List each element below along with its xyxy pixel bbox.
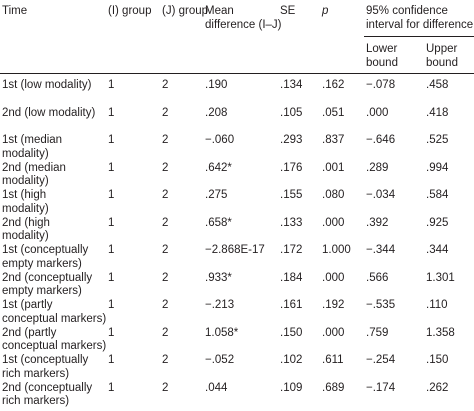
row-mean-diff: .658* [205, 216, 232, 229]
row-lower-bound: .289 [366, 161, 389, 174]
header-p: p [322, 5, 329, 17]
row-upper-bound: 1.301 [426, 271, 455, 284]
table-row [0, 106, 474, 136]
row-time-line1: 1st (conceptually [2, 354, 89, 366]
row-time-line2: modality) [2, 175, 49, 187]
row-p: .192 [322, 299, 345, 311]
row-p: .080 [322, 189, 345, 201]
row-lower-bound: −.174 [366, 381, 396, 394]
header-lower-line1: Lower [366, 43, 398, 55]
row-time-line2: conceptual markers) [2, 312, 107, 325]
row-se: .150 [280, 326, 303, 339]
row-time-line1: 1st (partly [2, 299, 53, 311]
row-i-group: 1 [108, 189, 115, 201]
row-j-group: 2 [162, 354, 169, 366]
row-time-line1: 1st (low modality) [2, 79, 92, 91]
row-upper-bound: .525 [426, 134, 449, 146]
row-i-group: 1 [108, 354, 115, 366]
row-time-line1: 2nd (median [2, 161, 66, 174]
row-lower-bound: −.535 [366, 299, 396, 311]
row-j-group: 2 [162, 189, 169, 201]
row-p: .837 [322, 134, 345, 146]
table-row [0, 326, 474, 356]
row-i-group: 1 [108, 326, 115, 339]
row-upper-bound: .110 [426, 299, 448, 311]
row-lower-bound: .759 [366, 326, 389, 339]
header-ci-line1: 95% confidence [366, 5, 448, 17]
table-row [0, 78, 474, 108]
row-se: .293 [280, 134, 303, 146]
header-time: Time [2, 5, 28, 17]
row-mean-diff: 1.058* [205, 326, 239, 339]
row-i-group: 1 [108, 106, 115, 119]
row-lower-bound: −.078 [366, 79, 396, 91]
table-row [0, 161, 474, 191]
row-se: .102 [280, 354, 303, 366]
row-p: .689 [322, 381, 345, 394]
header-upper-line1: Upper [426, 43, 458, 55]
ci-rule [364, 36, 474, 37]
row-p: .001 [322, 161, 345, 174]
row-time-line2: conceptual markers) [2, 340, 107, 352]
row-upper-bound: .994 [426, 161, 449, 174]
row-time-line1: 1st (high [2, 189, 47, 201]
row-mean-diff: −.052 [205, 354, 235, 366]
row-time-line1: 2nd (conceptually [2, 271, 93, 284]
header-i-group: (I) group [108, 5, 152, 17]
row-time-line2: empty markers) [2, 257, 82, 270]
row-upper-bound: .418 [426, 106, 449, 119]
row-lower-bound: .000 [366, 106, 389, 119]
row-time-line2: rich markers) [2, 395, 70, 407]
row-i-group: 1 [108, 79, 115, 91]
table-row [0, 353, 474, 383]
table-row [0, 381, 474, 411]
row-j-group: 2 [162, 381, 169, 394]
header-lower-line2: bound [366, 57, 398, 69]
row-i-group: 1 [108, 161, 115, 174]
row-p: .000 [322, 271, 345, 284]
row-p: .000 [322, 216, 345, 229]
row-se: .155 [280, 189, 303, 201]
row-p: .000 [322, 326, 345, 339]
row-time-line1: 1st (conceptually [2, 244, 89, 256]
row-time-line1: 2nd (high [2, 216, 50, 229]
row-upper-bound: .925 [426, 216, 449, 229]
row-se: .172 [280, 244, 303, 256]
row-time-line1: 2nd (low modality) [2, 106, 96, 119]
header-mean-diff-line1: Mean [205, 5, 234, 17]
row-lower-bound: −.344 [366, 244, 396, 256]
row-mean-diff: .044 [205, 381, 228, 394]
header-j-group: (J) group [162, 5, 209, 17]
row-se: .184 [280, 271, 303, 284]
row-time-line1: 2nd (conceptually [2, 381, 93, 394]
row-lower-bound: −.254 [366, 354, 396, 366]
row-j-group: 2 [162, 271, 169, 284]
row-i-group: 1 [108, 244, 115, 256]
table-row [0, 271, 474, 301]
row-time-line2: empty markers) [2, 285, 82, 297]
row-lower-bound: .566 [366, 271, 389, 284]
row-j-group: 2 [162, 134, 169, 146]
row-mean-diff: .275 [205, 189, 228, 201]
row-j-group: 2 [162, 244, 169, 256]
row-mean-diff: .933* [205, 271, 232, 284]
row-i-group: 1 [108, 271, 115, 284]
row-lower-bound: −.646 [366, 134, 396, 146]
row-time-line1: 1st (median [2, 134, 63, 146]
row-p: .162 [322, 79, 345, 91]
row-time-line2: rich markers) [2, 367, 70, 380]
row-upper-bound: .458 [426, 79, 449, 91]
row-mean-diff: .190 [205, 79, 228, 91]
table-row [0, 298, 474, 328]
header-se: SE [280, 5, 296, 17]
row-p: .051 [322, 106, 345, 119]
row-j-group: 2 [162, 299, 169, 311]
row-upper-bound: .262 [426, 381, 449, 394]
row-mean-diff: .642* [205, 161, 232, 174]
row-upper-bound: .584 [426, 189, 449, 201]
row-i-group: 1 [108, 381, 115, 394]
row-se: .176 [280, 161, 303, 174]
row-se: .133 [280, 216, 303, 229]
header-bottom-rule [0, 73, 474, 74]
row-mean-diff: −.213 [205, 299, 235, 311]
header-ci-line2: interval for difference [366, 19, 474, 31]
row-time-line2: modality) [2, 230, 49, 242]
row-i-group: 1 [108, 134, 115, 146]
row-j-group: 2 [162, 106, 169, 119]
table-row [0, 243, 474, 273]
row-j-group: 2 [162, 216, 169, 229]
row-j-group: 2 [162, 161, 169, 174]
row-upper-bound: .150 [426, 354, 449, 366]
row-upper-bound: .344 [426, 244, 449, 256]
row-mean-diff: −.060 [205, 134, 235, 146]
header-mean-diff-line2: difference (I–J) [205, 19, 282, 31]
row-time-line2: modality) [2, 147, 49, 160]
row-p: .611 [322, 354, 344, 366]
row-mean-diff: −2.868E-17 [205, 244, 265, 256]
row-i-group: 1 [108, 299, 115, 311]
row-lower-bound: .392 [366, 216, 389, 229]
row-i-group: 1 [108, 216, 115, 229]
row-upper-bound: 1.358 [426, 326, 455, 339]
header-upper-line2: bound [426, 57, 458, 69]
row-se: .105 [280, 106, 303, 119]
table-row [0, 216, 474, 246]
row-se: .109 [280, 381, 303, 394]
row-lower-bound: −.034 [366, 189, 396, 201]
row-se: .134 [280, 79, 303, 91]
row-j-group: 2 [162, 326, 169, 339]
table-row [0, 188, 474, 218]
table-row [0, 133, 474, 163]
row-p: 1.000 [322, 244, 351, 256]
row-mean-diff: .208 [205, 106, 228, 119]
row-se: .161 [280, 299, 303, 311]
row-j-group: 2 [162, 79, 169, 91]
row-time-line2: modality) [2, 202, 49, 215]
row-time-line1: 2nd (partly [2, 326, 57, 339]
